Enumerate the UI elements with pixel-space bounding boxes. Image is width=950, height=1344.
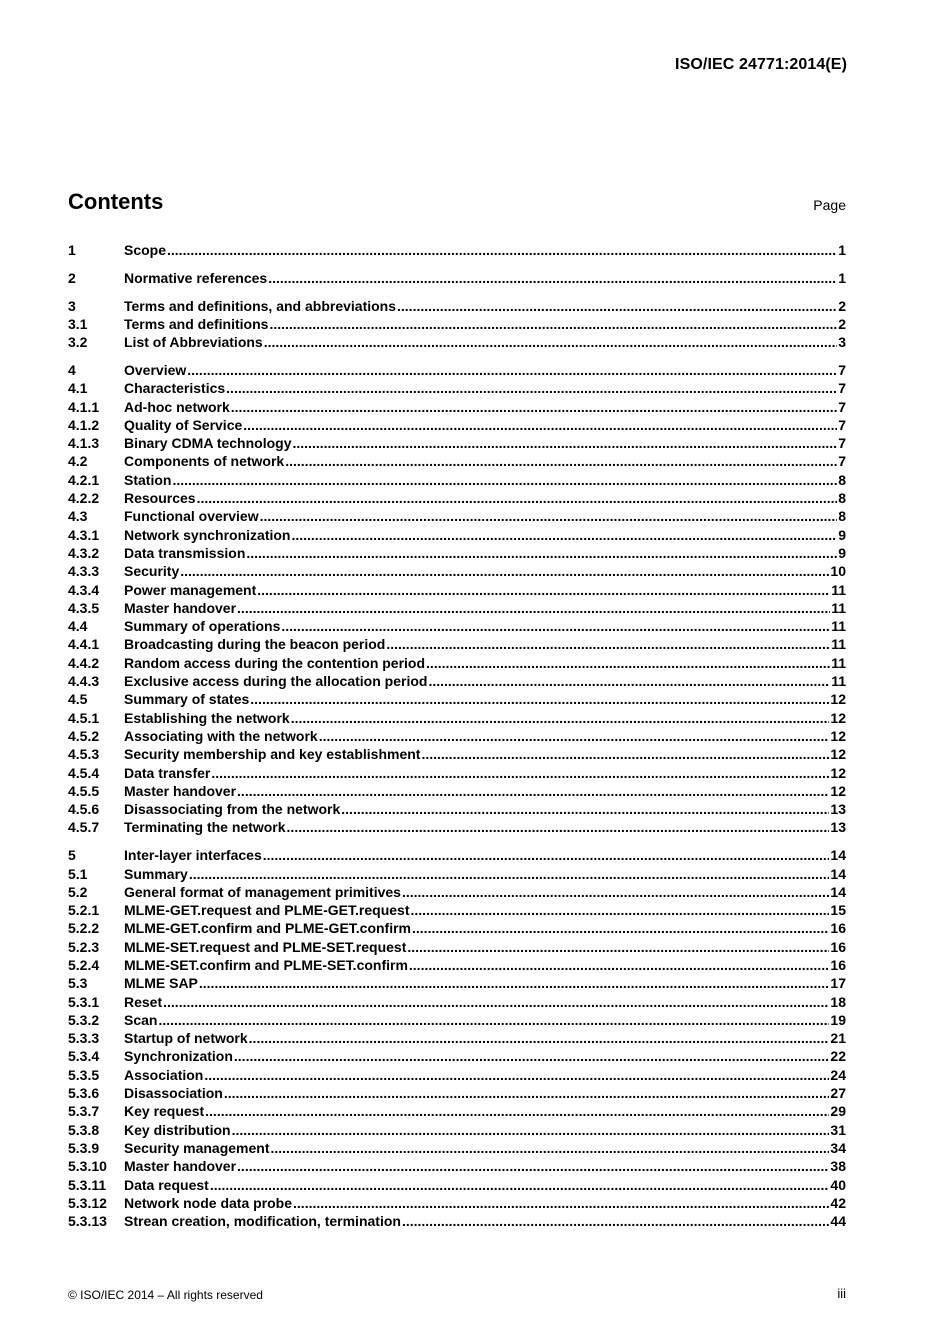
toc-entry-title: Random access during the contention period bbox=[124, 654, 426, 671]
toc-entry-title: Overview bbox=[124, 361, 187, 378]
toc-entry-number: 1 bbox=[68, 242, 76, 258]
toc-dot-leader bbox=[237, 1157, 829, 1175]
toc-dot-leader bbox=[243, 416, 837, 434]
toc-entry-number: 4.1.2 bbox=[68, 416, 100, 433]
toc-entry-title: Master handover bbox=[124, 1158, 237, 1175]
toc-entry-number: 5.3.3 bbox=[68, 1030, 100, 1047]
toc-entry-title: Disassociating from the network bbox=[124, 801, 341, 818]
toc-dot-leader bbox=[199, 974, 830, 992]
toc-entry-number: 4.5.7 bbox=[68, 819, 100, 836]
toc-entry-page: 15 bbox=[830, 902, 846, 919]
toc-dot-leader bbox=[402, 1212, 829, 1230]
toc-entry[interactable] bbox=[68, 956, 846, 974]
toc-entry-title: Master handover bbox=[124, 782, 237, 799]
toc-entry-page: 8 bbox=[838, 508, 846, 525]
toc-entry-page: 12 bbox=[830, 764, 846, 781]
toc-entry-page: 2 bbox=[838, 315, 846, 332]
toc-entry-title: MLME-GET.confirm and PLME-GET.confirm bbox=[124, 920, 412, 937]
toc-dot-leader bbox=[293, 434, 838, 452]
toc-entry-title: Disassociation bbox=[124, 1085, 223, 1102]
toc-dot-leader bbox=[269, 315, 837, 333]
toc-entry[interactable] bbox=[68, 818, 846, 836]
toc-entry-title: Terms and definitions, and abbreviations bbox=[124, 297, 397, 314]
toc-entry[interactable] bbox=[68, 1084, 846, 1102]
toc-entry[interactable] bbox=[68, 379, 846, 397]
toc-dot-leader bbox=[291, 526, 837, 544]
toc-entry-page: 12 bbox=[830, 746, 846, 763]
toc-entry[interactable] bbox=[68, 764, 846, 782]
toc-entry[interactable] bbox=[68, 241, 846, 259]
toc-dot-leader bbox=[341, 800, 829, 818]
toc-entry[interactable] bbox=[68, 782, 846, 800]
toc-entry-title: Ad-hoc network bbox=[124, 398, 230, 415]
toc-entry-page: 11 bbox=[831, 599, 846, 616]
toc-entry[interactable] bbox=[68, 297, 846, 315]
toc-entry-number: 5.3.7 bbox=[68, 1103, 100, 1120]
toc-dot-leader bbox=[271, 1139, 830, 1157]
toc-entry-page: 24 bbox=[830, 1066, 846, 1083]
toc-dot-leader bbox=[158, 1011, 829, 1029]
toc-entry-title: Key request bbox=[124, 1103, 205, 1120]
toc-entry-page: 27 bbox=[830, 1085, 846, 1102]
toc-dot-leader bbox=[386, 635, 830, 653]
contents-heading: Contents bbox=[68, 189, 164, 214]
toc-entry-number: 5.3.12 bbox=[68, 1194, 107, 1211]
toc-entry-number: 4.1.3 bbox=[68, 435, 100, 452]
toc-dot-leader bbox=[412, 919, 829, 937]
toc-dot-leader bbox=[234, 1047, 830, 1065]
toc-entry-number: 5.2.2 bbox=[68, 920, 100, 937]
toc-dot-leader bbox=[249, 1029, 830, 1047]
toc-entry-title: Normative references bbox=[124, 269, 268, 286]
toc-entry-page: 40 bbox=[830, 1176, 846, 1193]
toc-entry-number: 4.5.3 bbox=[68, 746, 100, 763]
toc-entry[interactable] bbox=[68, 562, 846, 580]
toc-entry-title: MLME-SET.request and PLME-SET.request bbox=[124, 938, 407, 955]
toc-entry[interactable] bbox=[68, 919, 846, 937]
toc-entry-title: Security management bbox=[124, 1139, 270, 1156]
toc-dot-leader bbox=[197, 489, 838, 507]
toc-entry-number: 5.3.2 bbox=[68, 1011, 100, 1028]
toc-entry-page: 7 bbox=[838, 416, 846, 433]
toc-dot-leader bbox=[172, 471, 837, 489]
toc-entry[interactable] bbox=[68, 315, 846, 333]
table-of-contents bbox=[68, 241, 846, 1230]
toc-entry[interactable] bbox=[68, 1121, 846, 1139]
toc-entry[interactable] bbox=[68, 398, 846, 416]
toc-dot-leader bbox=[281, 617, 830, 635]
toc-entry-page: 12 bbox=[830, 727, 846, 744]
toc-entry-title: MLME-GET.request and PLME-GET.request bbox=[124, 902, 410, 919]
toc-entry-title: General format of management primitives bbox=[124, 883, 401, 900]
toc-entry-title: Network node data probe bbox=[124, 1194, 293, 1211]
toc-dot-leader bbox=[421, 745, 829, 763]
toc-dot-leader bbox=[187, 361, 837, 379]
toc-entry[interactable] bbox=[68, 526, 846, 544]
toc-dot-leader bbox=[260, 507, 838, 525]
toc-dot-leader bbox=[204, 1066, 829, 1084]
toc-entry[interactable] bbox=[68, 1212, 846, 1230]
toc-entry-title: Summary of states bbox=[124, 691, 250, 708]
toc-entry[interactable] bbox=[68, 434, 846, 452]
toc-entry-page: 1 bbox=[838, 242, 846, 258]
toc-entry-page: 7 bbox=[838, 435, 846, 452]
toc-entry-page: 11 bbox=[831, 581, 846, 598]
toc-entry-title: Characteristics bbox=[124, 380, 226, 397]
toc-entry-title: Security bbox=[124, 563, 180, 580]
toc-entry-title: MLME-SET.confirm and PLME-SET.confirm bbox=[124, 956, 408, 973]
toc-entry-number: 5.2.1 bbox=[68, 902, 100, 919]
toc-entry[interactable] bbox=[68, 489, 846, 507]
toc-entry[interactable] bbox=[68, 1029, 846, 1047]
toc-entry-title: Master handover bbox=[124, 599, 237, 616]
toc-entry-number: 4.5.5 bbox=[68, 782, 100, 799]
toc-entry-page: 13 bbox=[830, 801, 846, 818]
toc-entry[interactable] bbox=[68, 269, 846, 287]
toc-entry-title: Network synchronization bbox=[124, 526, 291, 543]
toc-dot-leader bbox=[402, 883, 829, 901]
toc-dot-leader bbox=[231, 398, 837, 416]
toc-entry-title: Inter-layer interfaces bbox=[124, 847, 262, 864]
toc-entry-number: 4.3.5 bbox=[68, 599, 100, 616]
toc-dot-leader bbox=[291, 709, 830, 727]
toc-entry[interactable] bbox=[68, 993, 846, 1011]
toc-dot-leader bbox=[428, 672, 830, 690]
toc-entry-page: 31 bbox=[830, 1121, 846, 1138]
toc-entry-number: 4.2.1 bbox=[68, 471, 100, 488]
toc-dot-leader bbox=[319, 727, 830, 745]
toc-entry-page: 13 bbox=[830, 819, 846, 836]
toc-entry[interactable] bbox=[68, 1176, 846, 1194]
toc-entry[interactable] bbox=[68, 672, 846, 690]
copyright-notice: © ISO/IEC 2014 – All rights reserved bbox=[68, 1288, 263, 1302]
toc-dot-leader bbox=[410, 901, 829, 919]
toc-entry[interactable] bbox=[68, 974, 846, 992]
toc-dot-leader bbox=[167, 241, 837, 259]
toc-dot-leader bbox=[268, 269, 837, 287]
toc-entry-number: 2 bbox=[68, 269, 76, 286]
toc-entry-title: Summary of operations bbox=[124, 618, 281, 635]
toc-entry-title: Synchronization bbox=[124, 1048, 233, 1065]
toc-entry-number: 5.3.11 bbox=[68, 1176, 107, 1193]
toc-entry-title: Data request bbox=[124, 1176, 209, 1193]
toc-dot-leader bbox=[237, 599, 830, 617]
toc-dot-leader bbox=[246, 544, 837, 562]
toc-entry-title: Data transfer bbox=[124, 764, 211, 781]
toc-entry-title: Startup of network bbox=[124, 1030, 248, 1047]
toc-entry-page: 14 bbox=[830, 847, 846, 864]
toc-entry-number: 4.4.2 bbox=[68, 654, 100, 671]
toc-entry-title: Power management bbox=[124, 581, 257, 598]
toc-entry-title: Data transmission bbox=[124, 544, 246, 561]
toc-entry-title: Strean creation, modification, termination bbox=[124, 1213, 401, 1230]
toc-entry-number: 5.3.13 bbox=[68, 1213, 107, 1230]
toc-entry[interactable] bbox=[68, 544, 846, 562]
toc-entry-number: 5.3.4 bbox=[68, 1048, 100, 1065]
toc-dot-leader bbox=[285, 452, 837, 470]
toc-dot-leader bbox=[250, 690, 829, 708]
toc-entry-title: Components of network bbox=[124, 453, 285, 470]
toc-entry-number: 4.4.3 bbox=[68, 673, 100, 690]
toc-entry[interactable] bbox=[68, 901, 846, 919]
toc-entry-title: Security membership and key establishment bbox=[124, 746, 421, 763]
toc-entry-title: Exclusive access during the allocation period bbox=[124, 673, 428, 690]
toc-entry-page: 22 bbox=[830, 1048, 846, 1065]
toc-entry-title: Summary bbox=[124, 865, 188, 882]
toc-entry-number: 4.3.1 bbox=[68, 526, 100, 543]
toc-entry[interactable] bbox=[68, 709, 846, 727]
toc-entry-number: 4.4 bbox=[68, 618, 88, 635]
toc-entry-page: 10 bbox=[830, 563, 846, 580]
toc-entry-title: Key distribution bbox=[124, 1121, 231, 1138]
toc-entry-number: 5.2 bbox=[68, 883, 88, 900]
toc-entry[interactable] bbox=[68, 690, 846, 708]
toc-entry-number: 4.5.6 bbox=[68, 801, 100, 818]
toc-dot-leader bbox=[210, 1176, 830, 1194]
toc-entry-number: 3.2 bbox=[68, 334, 88, 351]
toc-entry-number: 3.1 bbox=[68, 315, 88, 332]
toc-entry-title: Scan bbox=[124, 1011, 158, 1028]
toc-entry-number: 4.3.2 bbox=[68, 544, 100, 561]
toc-entry-number: 5.3.8 bbox=[68, 1121, 100, 1138]
toc-entry[interactable] bbox=[68, 938, 846, 956]
toc-entry[interactable] bbox=[68, 617, 846, 635]
toc-dot-leader bbox=[409, 956, 830, 974]
toc-entry[interactable] bbox=[68, 1139, 846, 1157]
toc-entry-title: Binary CDMA technology bbox=[124, 435, 292, 452]
toc-entry[interactable] bbox=[68, 361, 846, 379]
toc-entry-page: 17 bbox=[830, 975, 846, 992]
toc-entry[interactable] bbox=[68, 471, 846, 489]
toc-entry-page: 29 bbox=[830, 1103, 846, 1120]
toc-dot-leader bbox=[426, 654, 830, 672]
toc-entry[interactable] bbox=[68, 654, 846, 672]
toc-entry-title: Functional overview bbox=[124, 508, 259, 525]
toc-entry-page: 7 bbox=[838, 380, 846, 397]
toc-dot-leader bbox=[293, 1194, 829, 1212]
toc-dot-leader bbox=[257, 581, 830, 599]
toc-entry-page: 16 bbox=[830, 956, 846, 973]
toc-entry[interactable] bbox=[68, 1011, 846, 1029]
toc-entry-title: MLME SAP bbox=[124, 975, 198, 992]
page-column-label: Page bbox=[813, 197, 846, 213]
toc-dot-leader bbox=[397, 297, 837, 315]
toc-entry-page: 16 bbox=[830, 938, 846, 955]
toc-entry-page: 12 bbox=[830, 691, 846, 708]
toc-entry[interactable] bbox=[68, 1066, 846, 1084]
toc-entry-number: 4.5.1 bbox=[68, 709, 100, 726]
toc-entry-number: 4 bbox=[68, 361, 76, 378]
toc-dot-leader bbox=[224, 1084, 830, 1102]
toc-entry-page: 18 bbox=[830, 993, 846, 1010]
toc-entry-number: 4.1 bbox=[68, 380, 88, 397]
toc-entry-page: 34 bbox=[830, 1139, 846, 1156]
toc-entry-number: 4.4.1 bbox=[68, 636, 100, 653]
toc-entry-title: Resources bbox=[124, 490, 196, 507]
toc-dot-leader bbox=[232, 1121, 830, 1139]
toc-entry-title: Broadcasting during the beacon period bbox=[124, 636, 386, 653]
toc-entry-page: 19 bbox=[830, 1011, 846, 1028]
toc-entry-title: Terminating the network bbox=[124, 819, 286, 836]
toc-entry-number: 4.3 bbox=[68, 508, 88, 525]
toc-entry-number: 4.2.2 bbox=[68, 490, 100, 507]
toc-entry-number: 4.5 bbox=[68, 691, 88, 708]
toc-entry-number: 5.2.4 bbox=[68, 956, 100, 973]
toc-entry-title: List of Abbreviations bbox=[124, 334, 263, 351]
toc-entry-page: 8 bbox=[838, 471, 846, 488]
toc-dot-leader bbox=[287, 818, 830, 836]
toc-entry-title: Establishing the network bbox=[124, 709, 290, 726]
toc-entry[interactable] bbox=[68, 416, 846, 434]
toc-entry-page: 2 bbox=[838, 297, 846, 314]
toc-entry-page: 14 bbox=[830, 865, 846, 882]
toc-entry-number: 5.3.6 bbox=[68, 1085, 100, 1102]
toc-dot-leader bbox=[205, 1102, 829, 1120]
toc-entry-number: 5.3 bbox=[68, 975, 88, 992]
toc-entry-page: 11 bbox=[831, 618, 846, 635]
toc-entry[interactable] bbox=[68, 452, 846, 470]
toc-entry-page: 3 bbox=[838, 334, 846, 351]
toc-entry[interactable] bbox=[68, 581, 846, 599]
toc-entry-number: 5.1 bbox=[68, 865, 88, 882]
toc-entry-number: 3 bbox=[68, 297, 76, 314]
toc-entry-title: Terms and definitions bbox=[124, 315, 269, 332]
toc-entry[interactable] bbox=[68, 333, 846, 351]
toc-entry[interactable] bbox=[68, 745, 846, 763]
toc-entry[interactable] bbox=[68, 507, 846, 525]
toc-entry-page: 21 bbox=[830, 1030, 846, 1047]
toc-entry-page: 7 bbox=[838, 361, 846, 378]
toc-dot-leader bbox=[211, 764, 829, 782]
toc-entry-number: 5.3.1 bbox=[68, 993, 100, 1010]
document-id: ISO/IEC 24771:2014(E) bbox=[675, 56, 847, 73]
toc-entry-number: 5.3.9 bbox=[68, 1139, 100, 1156]
toc-entry[interactable] bbox=[68, 846, 846, 864]
toc-entry[interactable] bbox=[68, 599, 846, 617]
toc-entry-page: 7 bbox=[838, 398, 846, 415]
toc-entry-title: Quality of Service bbox=[124, 416, 243, 433]
toc-entry-page: 38 bbox=[830, 1158, 846, 1175]
toc-entry-page: 11 bbox=[831, 673, 846, 690]
toc-entry-title: Station bbox=[124, 471, 172, 488]
toc-entry-page: 9 bbox=[838, 544, 846, 561]
toc-entry-number: 5.3.5 bbox=[68, 1066, 100, 1083]
toc-dot-leader bbox=[163, 993, 829, 1011]
toc-entry-number: 5 bbox=[68, 847, 76, 864]
toc-entry-page: 11 bbox=[831, 636, 846, 653]
toc-dot-leader bbox=[237, 782, 829, 800]
toc-entry[interactable] bbox=[68, 727, 846, 745]
toc-entry-title: Scope bbox=[124, 242, 167, 258]
toc-entry-title: Reset bbox=[124, 993, 163, 1010]
toc-entry-page: 44 bbox=[830, 1213, 846, 1230]
toc-entry[interactable] bbox=[68, 883, 846, 901]
toc-dot-leader bbox=[189, 865, 830, 883]
toc-dot-leader bbox=[263, 846, 830, 864]
toc-entry[interactable] bbox=[68, 865, 846, 883]
toc-entry-number: 5.3.10 bbox=[68, 1158, 107, 1175]
toc-entry-title: Association bbox=[124, 1066, 204, 1083]
toc-entry-page: 1 bbox=[838, 269, 846, 286]
toc-entry-number: 5.2.3 bbox=[68, 938, 100, 955]
toc-entry[interactable] bbox=[68, 1047, 846, 1065]
toc-entry-page: 11 bbox=[831, 654, 846, 671]
toc-entry[interactable] bbox=[68, 635, 846, 653]
toc-entry[interactable] bbox=[68, 800, 846, 818]
toc-entry-page: 42 bbox=[830, 1194, 846, 1211]
toc-entry-title: Associating with the network bbox=[124, 727, 318, 744]
toc-entry[interactable] bbox=[68, 1157, 846, 1175]
toc-entry-page: 7 bbox=[838, 453, 846, 470]
toc-dot-leader bbox=[264, 333, 837, 351]
toc-entry[interactable] bbox=[68, 1194, 846, 1212]
toc-entry-number: 4.1.1 bbox=[68, 398, 100, 415]
toc-entry-page: 12 bbox=[830, 782, 846, 799]
toc-entry-number: 4.3.3 bbox=[68, 563, 100, 580]
toc-dot-leader bbox=[407, 938, 829, 956]
toc-entry-number: 4.2 bbox=[68, 453, 88, 470]
toc-entry-page: 9 bbox=[838, 526, 846, 543]
toc-entry-page: 16 bbox=[830, 920, 846, 937]
page-number: iii bbox=[837, 1286, 846, 1301]
toc-entry-page: 12 bbox=[830, 709, 846, 726]
toc-entry-number: 4.5.4 bbox=[68, 764, 100, 781]
toc-entry-number: 4.5.2 bbox=[68, 727, 100, 744]
toc-entry-page: 8 bbox=[838, 490, 846, 507]
toc-dot-leader bbox=[180, 562, 829, 580]
toc-dot-leader bbox=[226, 379, 837, 397]
toc-entry-page: 14 bbox=[830, 883, 846, 900]
toc-entry-number: 4.3.4 bbox=[68, 581, 100, 598]
toc-entry[interactable] bbox=[68, 1102, 846, 1120]
